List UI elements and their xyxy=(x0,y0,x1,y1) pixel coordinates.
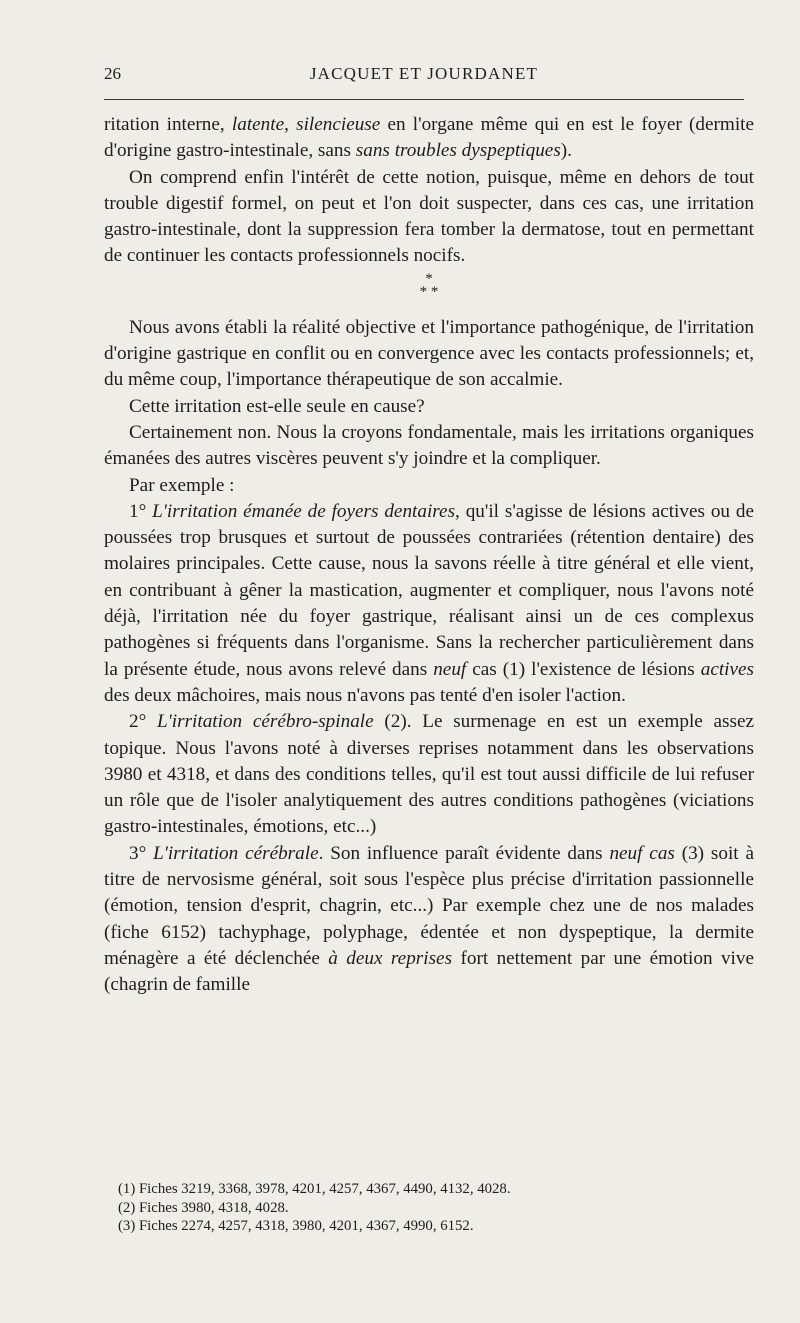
footnote-3: (3) Fiches 2274, 4257, 4318, 3980, 4201, 4367, 4990, 6152. xyxy=(118,1218,474,1234)
list-item-dental: 1° L'irritation émanée de foyers dentaires, qu'il s'agisse de lésions actives ou de poussées trop brusques et surtout de poussées contrariées (rétention dentaire) des molaires principales. Cette cause, nous la savons réelle à titre général et elle vient, en contribuant à gêner la mastication, augmenter et compliquer, nous l'avons noté déjà, l'irritation née du foyer gastrique, réalisant ainsi un de ces complexus pathogènes si fréquents dans l'organisme. Sans la rechercher particulièrement dans la présente étude, nous avons relevé dans neuf cas (1) l'existence de lésions actives des deux mâchoires, mais nous n'avons pas tenté d'en isoler l'action. xyxy=(104,500,755,706)
body-text xyxy=(104,112,754,999)
list-item-cerebrospinal: 2° L'irritation cérébro-spinale (2). Le surmenage en est un exemple assez topique. Nous l'avons noté à diverses reprises notamment dans les observations 3980 et 4318, et dans des conditions telles, qu'il est tout aussi difficile de lui refuser un rôle que de l'isoler analytiquement des autres conditions pathogènes (viciations gastro-intestinales, émotions, etc...) xyxy=(104,711,754,838)
page-number: 26 xyxy=(104,64,121,83)
footnote-2: (2) Fiches 3980, 4318, 4028. xyxy=(118,1199,289,1216)
paragraph-intro: On comprend enfin l'intérêt de cette notion, puisque, même en dehors de tout trouble digestif formel, on peut et l'on doit suspecter, dans ces cas, une irritation gastro-intestinale, dont la suppression fera tomber la dermatose, tout en permettant de continuer les contacts professionnels nocifs. xyxy=(104,166,754,267)
running-title: JACQUET ET JOURDANET xyxy=(309,64,539,83)
paragraph-continuation: ritation interne, latente, silencieuse en l'organe même qui en est le foyer (dermite d'origine gastro-intestinale, sans sans troubles dyspeptiques). xyxy=(104,114,754,162)
paragraph-gastric: Nous avons établi la réalité objective et l'importance pathogénique, de l'irritation d'origine gastrique en conflit ou en convergence avec les contacts professionnels; et, du même coup, l'importance thérapeutique de son accalmie. xyxy=(104,316,754,391)
footnote-1: (1) Fiches 3219, 3368, 3978, 4201, 4257, 4367, 4490, 4132, 4028. xyxy=(118,1181,511,1197)
paragraph-answer: Certainement non. Nous la croyons fondamentale, mais les irritations organiques émanées des autres viscères peuvent s'y joindre et la compliquer. xyxy=(104,421,754,470)
paragraph-question: Cette irritation est-elle seule en cause? xyxy=(129,395,425,417)
paragraph-examples: Par exemple : xyxy=(129,474,235,496)
header-rule xyxy=(104,99,744,100)
page-header xyxy=(104,64,744,86)
asterism-separator: * * * xyxy=(419,270,439,300)
list-item-cerebral: 3° L'irritation cérébrale. Son influence paraît évidente dans neuf cas (3) soit à titre de nervosisme général, soit sous l'espèce plus précise d'irritation passionnelle (émotion, tension d'esprit, chagrin, etc...) Par exemple chez une de nos malades (fiche 6152) tachyphage, polyphage, édentée et non dyspeptique, la dermite ménagère a été déclenchée à deux reprises fort nettement par une émotion vive (chagrin de famille xyxy=(104,842,754,996)
footnotes xyxy=(118,1180,738,1236)
